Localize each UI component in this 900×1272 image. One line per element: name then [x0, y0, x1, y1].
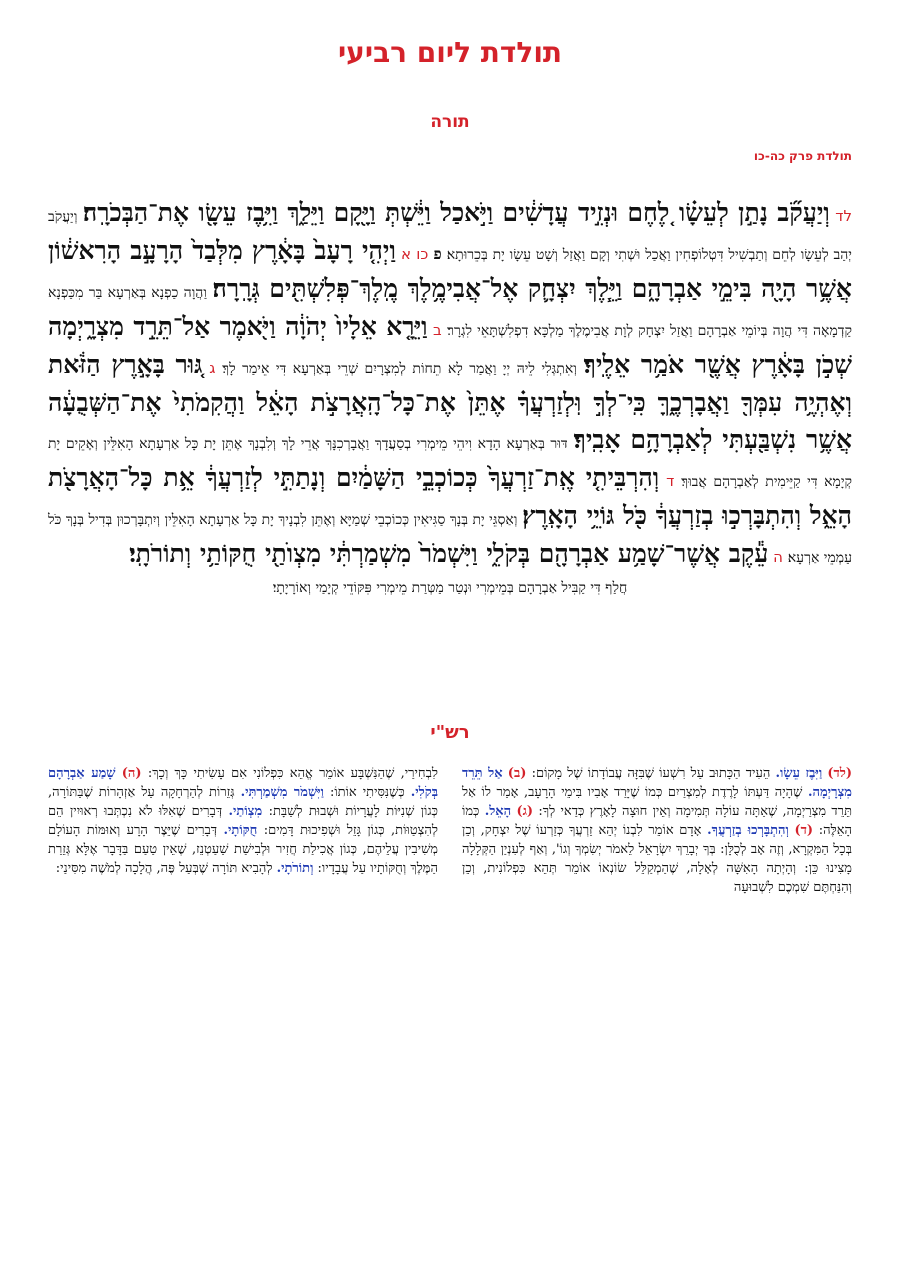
page-title: תולדת ליום רביעי [337, 36, 563, 69]
targum-text: וְאַסְגֵּי יָת בְּנָךְ סַגִּיאִין כְּכוֹכְבֵי שְׁמַיָּא וְאֶתֵּן לִבְנָיךְ יָת כָּל אַרְעָתָא הָאִלֵּין וְיִתְבָּרְכוּן בְּדִיל בְּנָךְ כֹּל עַמְמֵי אַרְעָא׃ [48, 512, 852, 566]
section-title: תורה [430, 112, 470, 132]
rashi-verse-number: (ד) [794, 823, 814, 838]
targum-text: וַהֲוָה כַפְנָא בְּאַרְעָא בַּר מִכַּפְנָא קַדְמָאָה דִּי הֲוָה בְּיוֹמֵי אַבְרָהָם וַאֲזַל יִצְחָק לְוָת אֲבִימֶלֶךְ מַלְכָּא דִפְלִשְׁתָּאֵי לִגְרָר׃ [48, 285, 852, 339]
torah-text [48, 196, 852, 601]
rashi-column-left [48, 764, 438, 878]
targum-text: חֲלַף דִּי קַבִּיל אַבְרָהָם בְּמֵימְרִי וּנְטַר מַטְּרַת מֵימְרִי פִּקּוֹדֵי קְיָמַי וְאוֹרָיָתָי׃ [272, 580, 628, 596]
verse-text: וַיֵּרָ֤א אֵלָיו֙ יְהֹוָ֔ה וַיֹּ֖אמֶר אַל־תֵּרֵ֣ד מִצְרָ֑יְמָה שְׁכֹ֣ן בָּאָ֔רֶץ אֲשֶׁ֖ר אֹמַ֥ר אֵלֶֽיךָ׃ [48, 312, 852, 379]
verse-number: כו א [401, 245, 429, 263]
rashi-comment: אָדָם אוֹמֵר לִבְנוֹ יְהֵא זַרְעֲךָ כְּזַרְעוֹ שֶׁל יִצְחָק, וְכֵן בְּכָל הַמִּקְרָא, וְזֶה אָב לְכֻלָּן: בְּךָ יְבָרֵךְ יִשְׂרָאֵל לֵאמֹר יְשִׂמְךָ וְגוֹ', וְאַף לְעִנְיַן הַקְּלָלָה מָצִינוּ כֵּן: וְהָיְתָה הָאִשָּׁה לְאָלָה, שֶׁהַמְקַלֵּל שׂוֹנְאוֹ אוֹמֵר תְּהֵא כִּפְלוֹנִית, וְכֵן וְהִנַּחְתֶּם שִׁמְכֶם לִשְׁבוּעָה [462, 823, 852, 895]
verse-text: גּ֚וּר בָּאָ֣רֶץ הַזֹּ֔את וְאֶהְיֶ֥ה עִמְּךָ֖ וַאֲבָרְכֶ֑ךָּ כִּֽי־לְךָ֣ וּֽלְזַרְעֲךָ֗ אֶתֵּן֙ אֶת־כָּל־הָֽאֲרָצֹ֣ת הָאֵ֔ל וַהֲקִמֹתִי֙ אֶת־הַשְּׁבֻעָ֔ה אֲשֶׁ֥ר נִשְׁבַּ֖עְתִּי לְאַבְרָהָ֥ם אָבִֽיךָ׃ [48, 350, 852, 454]
verse-number: ד [666, 472, 675, 490]
rashi-comment: כְּמוֹ הָאֵלֶּה: [462, 804, 852, 838]
chapter-reference: תולדת פרק כה-כו [753, 149, 852, 163]
verse-number: ב [432, 321, 442, 339]
rashi-verse-number: (לד) [827, 766, 852, 781]
rashi-heading: וַיִּבֶז עֵשָׂו. [775, 766, 823, 781]
verse-text: וְיַעֲקֹ֞ב נָתַ֣ן לְעֵשָׂ֗ו לֶ֚חֶם וּנְזִ֣יד עֲדָשִׁ֔ים וַיֹּ֣אכַל וַיֵּ֔שְׁתְּ וַיָּ֖קָם וַיֵּלַ֑ךְ וַיִּ֥בֶז עֵשָׂ֖ו אֶת־הַבְּכֹרָֽה׃ [82, 198, 830, 227]
rashi-verse-number: (ה) [121, 766, 142, 781]
rashi-column-right [462, 764, 852, 897]
rashi-comment: גְּזֵרוֹת לְהַרְחָקָה עַל אַזְהָרוֹת שֶׁבַּתּוֹרָה, כְּגוֹן שְׁנִיּוֹת לָעֲרָיוֹת וּשְׁבוּת לְשַׁבָּת: [48, 785, 438, 819]
targum-text: וְיַעֲקֹב יְהַב לְעֵשָׂו לְחֵם וְתַבְשִׁיל דִּטְלוֹפְחִין וַאֲכַל וּשְׁתִי וְקָם וַאֲזַל וְשָׁט עֵשָׂו יָת בְּכֵרוּתָא׃ [48, 209, 852, 263]
verse-text: וְהִרְבֵּיתִ֤י אֶֽת־זַרְעֲךָ֙ כְּכוֹכְבֵ֣י הַשָּׁמַ֔יִם וְנָתַתִּ֣י לְזַרְעֲךָ֔ אֵ֥ת כָּל־הָאֲרָצֹ֖ת הָאֵ֑ל וְהִתְבָּרְכ֣וּ בְזַרְעֲךָ֔ כֹּ֖ל גּוֹיֵ֥י הָאָֽרֶץ׃ [48, 463, 852, 530]
verse-number: לד [835, 207, 852, 225]
rashi-comment: דְּבָרִים שֶׁיֵּצֶר הָרָע וְאוּמּוֹת הָעוֹלָם מְשִׁיבִין עֲלֵיהֶם, כְּגוֹן אֲכִילַת חֲזִיר וּלְבִישַׁת שַׁעַטְנֵז, שֶׁאֵין טַעַם בַּדָּבָר אֶלָּא גְּזֵרַת הַמֶּלֶךְ וְחֻקּוֹתָיו עַל עֲבָדָיו: [48, 823, 438, 876]
rashi-verse-number: (ב) [507, 766, 527, 781]
rashi-heading: וְתוֹרֹתָי. [276, 861, 314, 876]
verse-text: עֵ֕קֶב אֲשֶׁר־שָׁמַ֥ע אַבְרָהָ֖ם בְּקֹלִ֑י וַיִּשְׁמֹר֙ מִשְׁמַרְתִּ֔י מִצְוֺתַ֖י חֻקּוֹתַ֥י וְתוֹרֹתָֽי׃ [129, 539, 769, 568]
rashi-heading: אַל תֵּרֵד מִצְרָיְמָה. [462, 766, 852, 800]
rashi-heading: שָׁמַע אַבְרָהָם בְּקֹלִי. [48, 766, 438, 800]
rashi-comment: לְהָבִיא תּוֹרָה שֶׁבְּעַל פֶּה, הֲלָכָה לְמֹשֶׁה מִסִּינַי: [55, 861, 273, 876]
parasha-mark: פ [433, 245, 442, 263]
rashi-heading: מִצְוֹתַי. [228, 804, 263, 819]
rashi-title: רש"י [430, 722, 470, 743]
verse-text: וַיְהִ֤י רָעָב֙ בָּאָ֔רֶץ מִלְּבַד֙ הָרָעָ֣ב הָרִאשׁ֔וֹן אֲשֶׁ֥ר הָיָ֖ה בִּימֵ֣י אַבְרָהָ֑ם וַיֵּ֧לֶךְ יִצְחָ֛ק אֶל־אֲבִימֶ֥לֶךְ מֶֽלֶךְ־פְּלִשְׁתִּ֖ים גְּרָֽרָה׃ [48, 236, 852, 303]
rashi-comment: לִבְחִירַי, שֶׁהַנִּשְׁבָּע אוֹמֵר אֱהֵא כִּפְלוֹנִי אִם עָשִׂיתִי כָּךְ וְכָךְ: [147, 766, 438, 781]
rashi-heading: חֻקּוֹתָי. [223, 823, 258, 838]
rashi-heading: וַיִּשְׁמֹר מִשְׁמַרְתִּי. [240, 785, 324, 800]
rashi-heading: וְהִתְבָּרְכוּ בְזַרְעֲךָ. [707, 823, 789, 838]
verse-number: ג [209, 359, 216, 377]
rashi-comment: דְּבָרִים שֶׁאִלּוּ לֹא נִכְתְּבוּ רְאוּיִין הֵם לְהִצְטַוּוֹת, כְּגוֹן גָּזֵל וּשְׁפִיכוּת דָּמִים: [48, 804, 438, 838]
targum-text: וְאִתְגְּלִי לֵיהּ יְיָ וַאֲמַר לָא תֵחוֹת לְמִצְרָיִם שְׁרֵי בְּאַרְעָא דִּי אֵימַר לָךְ׃ [222, 361, 577, 377]
rashi-verse-number: (ג) [516, 804, 534, 819]
rashi-comment: הֵעִיד הַכָּתוּב עַל רִשְׁעוֹ שֶׁבִּזָּה עֲבוֹדָתוֹ שֶׁל מָקוֹם: [531, 766, 771, 781]
rashi-comment: כְּשֶׁנִּסִּיתִי אוֹתוֹ: [329, 785, 405, 800]
targum-text: דּוּר בְּאַרְעָא הָדָא וִיהֵי מֵימְרִי בְסַעֲדָךְ וַאֲבָרְכִנָּךְ אֲרֵי לָךְ וְלִבְנָךְ אֶתֵּן יָת כָּל אַרְעָתָא הָאִלֵּין וְאָקֵים יָת קְיָמָא דִּי קַיֵּימִית לְאַבְרָהָם אֲבוּךְ׃ [48, 436, 853, 490]
verse-number: ה [773, 548, 783, 566]
rashi-heading: הָאֵל. [484, 804, 512, 819]
rashi-comment: שֶׁהָיָה דַּעְתּוֹ לָרֶדֶת לְמִצְרַיִם כְּמוֹ שֶׁיָּרַד אָבִיו בִּימֵי הָרָעָב, אָמַר לוֹ אַל תֵּרֵד מִצְרַיְמָה, שֶׁאַתָּה עוֹלָה תְּמִימָה וְאֵין חוּצָה לָאָרֶץ כְּדַאי לְךָ: [462, 785, 852, 819]
